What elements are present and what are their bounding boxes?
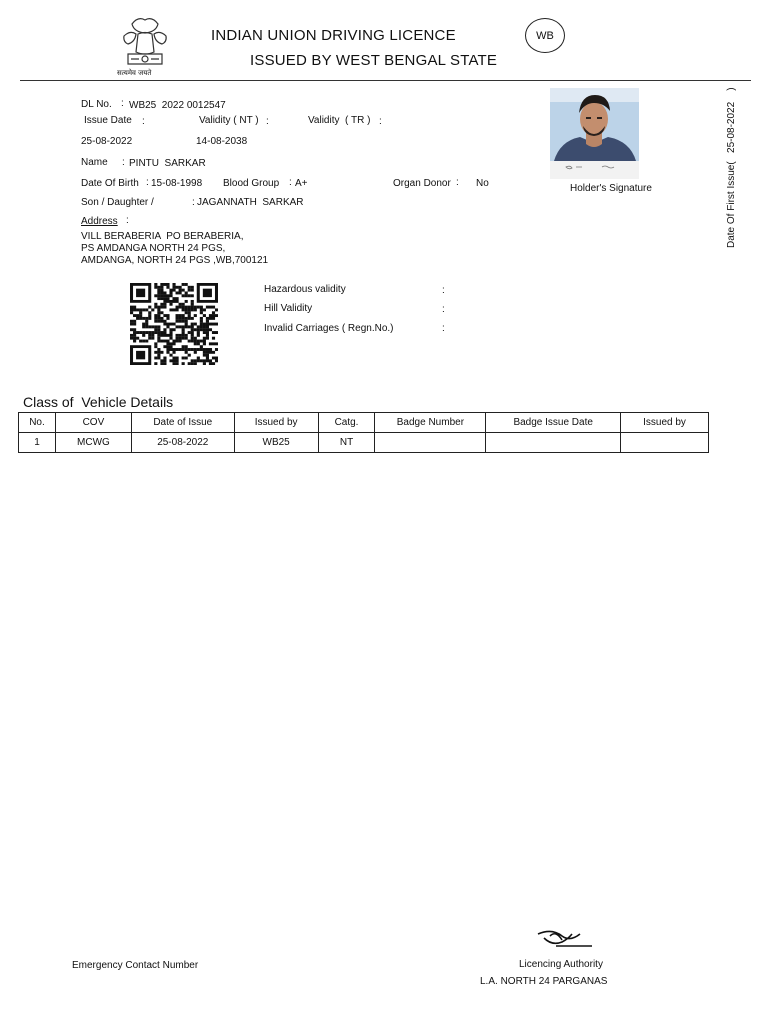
header-divider [20,80,751,81]
validity-tr-label: Validity ( TR ) [308,115,371,126]
table-cell: WB25 [234,433,318,453]
vehicle-details-table [18,412,709,453]
hill-validity-separator: : [442,304,445,315]
address-label: Address [81,216,118,227]
vehicle-details-heading: Class of Vehicle Details [23,394,174,410]
column-header: Catg. [318,413,375,433]
validity-nt-value: 14-08-2038 [196,136,248,147]
holder-photo [550,88,639,161]
table-header-row [19,413,709,433]
photo-signature-strip [550,161,639,179]
address-line-2: PS AMDANGA NORTH 24 PGS, [81,243,226,254]
dob-value: 15-08-1998 [151,178,203,189]
table-cell [486,433,621,453]
table-cell: 1 [19,433,56,453]
dl-no-separator: : [121,98,124,109]
column-header: Badge Number [375,413,486,433]
table-row [19,433,709,453]
authority-name: L.A. NORTH 24 PARGANAS [480,976,608,987]
validity-nt-separator: : [266,116,269,127]
address-line-1: VILL BERABERIA PO BERABERIA, [81,231,244,242]
hill-validity-label: Hill Validity [264,303,313,314]
table-cell [375,433,486,453]
blood-group-separator: : [289,177,292,188]
organ-donor-label: Organ Donor [393,178,451,189]
blood-group-label: Blood Group [223,178,280,189]
table-cell [621,433,709,453]
column-header: Issued by [621,413,709,433]
column-header: COV [55,413,131,433]
invalid-carriages-separator: : [442,323,445,334]
issue-date-separator: : [142,116,145,127]
qr-code [130,283,218,365]
name-separator: : [122,157,125,168]
holder-name: PINTU SARKAR [129,158,206,169]
hazardous-validity-label: Hazardous validity [264,284,346,295]
invalid-carriages-label: Invalid Carriages ( Regn.No.) [264,323,394,334]
dl-no-value: WB25 2022 0012547 [129,100,226,111]
table-cell: NT [318,433,375,453]
relation-separator: : [192,197,195,208]
address-line-3: AMDANGA, NORTH 24 PGS ,WB,700121 [81,255,269,266]
name-label: Name [81,157,108,168]
organ-donor-value: No [476,178,489,189]
organ-donor-separator: : [456,177,459,188]
validity-tr-separator: : [379,116,382,127]
validity-nt-label: Validity ( NT ) [199,115,259,126]
column-header: Date of Issue [131,413,234,433]
state-badge [525,18,565,53]
document-title-line1: INDIAN UNION DRIVING LICENCE [211,27,456,44]
address-separator: : [126,215,129,226]
dob-label: Date Of Birth [81,178,139,189]
authority-signature [536,926,594,950]
relation-label: Son / Daughter / [81,197,154,208]
licencing-authority-label: Licencing Authority [519,959,603,970]
table-cell: MCWG [55,433,131,453]
table-cell: 25-08-2022 [131,433,234,453]
issue-date-value: 25-08-2022 [81,136,133,147]
issue-date-label: Issue Date [84,115,132,126]
column-header: No. [19,413,56,433]
emblem-motto: सत्यमेव जयते [117,69,152,77]
relation-value: JAGANNATH SARKAR [197,197,304,208]
dl-no-label: DL No. [81,99,112,110]
emergency-contact-label: Emergency Contact Number [72,960,199,971]
state-badge-text: WB [536,29,554,42]
blood-group-value: A+ [295,178,308,189]
date-of-first-issue: Date Of First Issue( 25-08-2022 ) [726,87,737,248]
column-header: Issued by [234,413,318,433]
dob-separator: : [146,177,149,188]
column-header: Badge Issue Date [486,413,621,433]
hazardous-validity-separator: : [442,285,445,296]
holder-signature-label: Holder's Signature [570,183,652,194]
document-title-line2: ISSUED BY WEST BENGAL STATE [250,52,498,69]
